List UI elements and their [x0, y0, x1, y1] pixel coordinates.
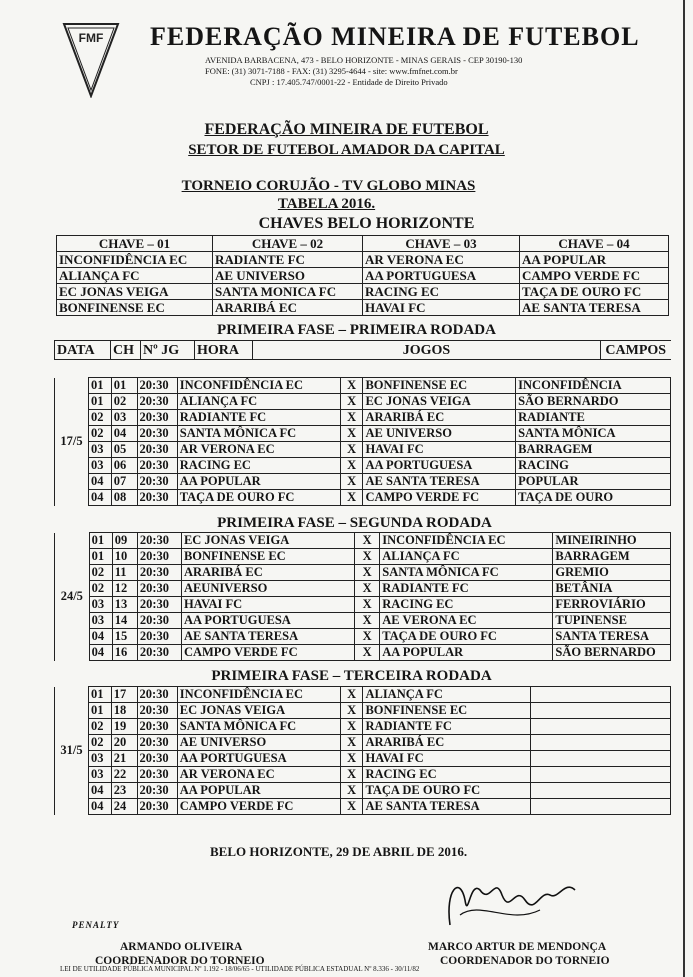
game-row	[55, 735, 671, 751]
home-team-cell: AA POPULAR	[177, 783, 340, 799]
game-number-cell: 17	[111, 687, 137, 703]
group-cell: 01	[89, 378, 112, 394]
round-date: 17/5	[55, 378, 89, 506]
home-team-cell: ARARIBÁ EC	[181, 565, 354, 581]
away-team-cell: ALIANÇA FC	[380, 549, 553, 565]
versus-cell: X	[340, 442, 363, 458]
versus-cell: X	[355, 645, 380, 661]
time-cell: 20:30	[137, 783, 177, 799]
field-cell: SÃO BERNARDO	[553, 645, 671, 661]
team-cell: AE SANTA TERESA	[520, 300, 669, 316]
col-date: DATA	[55, 341, 111, 360]
game-number-cell: 08	[111, 490, 137, 506]
field-cell	[530, 703, 670, 719]
time-cell: 20:30	[137, 490, 177, 506]
groups-table	[56, 235, 669, 316]
game-row	[55, 783, 671, 799]
logo-text: FMF	[78, 31, 104, 45]
game-row	[55, 442, 671, 458]
left-signer-role: COORDENADOR DO TORNEIO	[95, 955, 265, 967]
versus-cell: X	[340, 703, 363, 719]
tournament-title: TORNEIO CORUJÃO - TV GLOBO MINAS	[181, 178, 476, 194]
round-3-table	[54, 686, 671, 815]
col-games: JOGOS	[253, 341, 601, 360]
game-number-cell: 02	[111, 394, 137, 410]
away-team-cell: HAVAI FC	[363, 751, 530, 767]
home-team-cell: ALIANÇA FC	[177, 394, 340, 410]
home-team-cell: AR VERONA EC	[177, 442, 340, 458]
group-cell: 01	[89, 703, 112, 719]
field-cell	[530, 751, 670, 767]
home-team-cell: RACING EC	[177, 458, 340, 474]
group-cell: 04	[89, 645, 112, 661]
versus-cell: X	[340, 426, 363, 442]
phone-line: FONE: (31) 3071-7188 - FAX: (31) 3295-4644 - site: www.fmfnet.com.br	[205, 66, 458, 76]
group-cell: 03	[89, 458, 112, 474]
group-cell: 01	[89, 687, 112, 703]
group-cell: 03	[89, 751, 112, 767]
versus-cell: X	[340, 735, 363, 751]
away-team-cell: RADIANTE FC	[380, 581, 553, 597]
game-number-cell: 15	[112, 629, 137, 645]
group-cell: 04	[89, 474, 112, 490]
group-header: CHAVE – 02	[213, 236, 363, 252]
versus-cell: X	[355, 629, 380, 645]
group-cell: 02	[89, 410, 112, 426]
game-row	[55, 410, 671, 426]
group-cell: 04	[89, 629, 112, 645]
game-row	[55, 687, 671, 703]
doc-title: FEDERAÇÃO MINEIRA DE FUTEBOL	[204, 121, 489, 138]
group-cell: 03	[89, 442, 112, 458]
game-number-cell: 13	[112, 597, 137, 613]
game-number-cell: 16	[112, 645, 137, 661]
home-team-cell: RADIANTE FC	[177, 410, 340, 426]
away-team-cell: BONFINENSE EC	[363, 703, 530, 719]
field-cell: BARRAGEM	[553, 549, 671, 565]
field-cell: RADIANTE	[516, 410, 671, 426]
game-row	[55, 565, 671, 581]
home-team-cell: INCONFIDÊNCIA EC	[177, 378, 340, 394]
time-cell: 20:30	[137, 751, 177, 767]
game-row	[55, 394, 671, 410]
field-cell: SANTA TERESA	[553, 629, 671, 645]
fixtures-header	[54, 340, 671, 360]
time-cell: 20:30	[137, 533, 181, 549]
game-number-cell: 24	[111, 799, 137, 815]
field-cell: TUPINENSE	[553, 613, 671, 629]
versus-cell: X	[340, 474, 363, 490]
time-cell: 20:30	[137, 645, 181, 661]
away-team-cell: INCONFIDÊNCIA EC	[380, 533, 553, 549]
home-team-cell: SANTA MÔNICA FC	[177, 426, 340, 442]
time-cell: 20:30	[137, 474, 177, 490]
field-cell: SANTA MÔNICA	[516, 426, 671, 442]
org-name: FEDERAÇÃO MINEIRA DE FUTEBOL	[150, 22, 640, 51]
left-signer-name: ARMANDO OLIVEIRA	[120, 941, 243, 953]
game-number-cell: 01	[111, 378, 137, 394]
game-row	[55, 799, 671, 815]
sponsor-logo: PENALTY	[72, 920, 120, 930]
team-cell: AA POPULAR	[520, 252, 669, 268]
round-2-table	[54, 532, 671, 661]
round-title: PRIMEIRA FASE – TERCEIRA RODADA	[211, 668, 492, 684]
game-row	[55, 549, 671, 565]
game-number-cell: 21	[111, 751, 137, 767]
away-team-cell: RACING EC	[380, 597, 553, 613]
time-cell: 20:30	[137, 703, 177, 719]
group-cell: 01	[89, 394, 112, 410]
team-cell: HAVAI FC	[363, 300, 520, 316]
field-cell	[530, 767, 670, 783]
round-title: PRIMEIRA FASE – PRIMEIRA RODADA	[217, 322, 496, 338]
group-header: CHAVE – 01	[57, 236, 213, 252]
away-team-cell: CAMPO VERDE FC	[363, 490, 516, 506]
game-row	[55, 629, 671, 645]
game-number-cell: 20	[111, 735, 137, 751]
group-cell: 02	[89, 719, 112, 735]
group-cell: 01	[89, 549, 112, 565]
field-cell: POPULAR	[516, 474, 671, 490]
game-row	[55, 767, 671, 783]
game-row	[55, 597, 671, 613]
time-cell: 20:30	[137, 799, 177, 815]
groups-row	[57, 300, 669, 316]
team-cell: AR VERONA EC	[363, 252, 520, 268]
group-cell: 02	[89, 426, 112, 442]
versus-cell: X	[340, 394, 363, 410]
group-cell: 04	[89, 799, 112, 815]
home-team-cell: AA POPULAR	[177, 474, 340, 490]
col-game-number: Nº JG	[141, 341, 195, 360]
versus-cell: X	[340, 767, 363, 783]
home-team-cell: CAMPO VERDE FC	[181, 645, 354, 661]
away-team-cell: AA POPULAR	[380, 645, 553, 661]
time-cell: 20:30	[137, 458, 177, 474]
versus-cell: X	[340, 490, 363, 506]
team-cell: ARARIBÁ EC	[213, 300, 363, 316]
date-place: BELO HORIZONTE, 29 DE ABRIL DE 2016.	[210, 844, 468, 859]
team-cell: INCONFIDÊNCIA EC	[57, 252, 213, 268]
time-cell: 20:30	[137, 378, 177, 394]
team-cell: SANTA MONICA FC	[213, 284, 363, 300]
field-cell: BETÂNIA	[553, 581, 671, 597]
group-cell: 04	[89, 490, 112, 506]
right-signer-name: MARCO ARTUR DE MENDONÇA	[428, 941, 607, 953]
team-cell: CAMPO VERDE FC	[520, 268, 669, 284]
game-number-cell: 04	[111, 426, 137, 442]
game-number-cell: 06	[111, 458, 137, 474]
versus-cell: X	[355, 549, 380, 565]
game-row	[55, 458, 671, 474]
group-cell: 03	[89, 767, 112, 783]
game-row	[55, 703, 671, 719]
away-team-cell: RACING EC	[363, 767, 530, 783]
game-number-cell: 05	[111, 442, 137, 458]
field-cell: INCONFIDÊNCIA	[516, 378, 671, 394]
home-team-cell: AA PORTUGUESA	[181, 613, 354, 629]
home-team-cell: AE UNIVERSO	[177, 735, 340, 751]
group-cell: 02	[89, 565, 112, 581]
home-team-cell: AE SANTA TERESA	[181, 629, 354, 645]
versus-cell: X	[340, 378, 363, 394]
game-row	[55, 533, 671, 549]
home-team-cell: SANTA MÔNICA FC	[177, 719, 340, 735]
home-team-cell: AR VERONA EC	[177, 767, 340, 783]
time-cell: 20:30	[137, 597, 181, 613]
field-cell: FERROVIÁRIO	[553, 597, 671, 613]
game-number-cell: 03	[111, 410, 137, 426]
game-number-cell: 12	[112, 581, 137, 597]
away-team-cell: EC JONAS VEIGA	[363, 394, 516, 410]
group-cell: 02	[89, 581, 112, 597]
away-team-cell: BONFINENSE EC	[363, 378, 516, 394]
time-cell: 20:30	[137, 581, 181, 597]
away-team-cell: ARARIBÁ EC	[363, 410, 516, 426]
round-title: PRIMEIRA FASE – SEGUNDA RODADA	[217, 515, 492, 531]
game-number-cell: 07	[111, 474, 137, 490]
versus-cell: X	[340, 719, 363, 735]
field-cell	[530, 799, 670, 815]
round-date: 24/5	[55, 533, 90, 661]
game-number-cell: 14	[112, 613, 137, 629]
col-fields: CAMPOS	[601, 341, 671, 360]
signature-image	[440, 870, 590, 940]
game-number-cell: 19	[111, 719, 137, 735]
time-cell: 20:30	[137, 629, 181, 645]
away-team-cell: TAÇA DE OURO FC	[380, 629, 553, 645]
game-row	[55, 645, 671, 661]
time-cell: 20:30	[137, 565, 181, 581]
field-cell	[530, 783, 670, 799]
group-cell: 04	[89, 783, 112, 799]
team-cell: RACING EC	[363, 284, 520, 300]
versus-cell: X	[340, 458, 363, 474]
game-row	[55, 581, 671, 597]
versus-cell: X	[340, 783, 363, 799]
groups-title: CHAVES BELO HORIZONTE	[258, 215, 475, 232]
game-row	[55, 751, 671, 767]
away-team-cell: AE VERONA EC	[380, 613, 553, 629]
field-cell: RACING	[516, 458, 671, 474]
versus-cell: X	[340, 799, 363, 815]
group-header: CHAVE – 03	[363, 236, 520, 252]
fmf-logo	[62, 20, 120, 98]
away-team-cell: SANTA MÔNICA FC	[380, 565, 553, 581]
time-cell: 20:30	[137, 687, 177, 703]
group-cell: 03	[89, 597, 112, 613]
game-number-cell: 11	[112, 565, 137, 581]
versus-cell: X	[340, 687, 363, 703]
footer-law: LEI DE UTILIDADE PÚBLICA MUNICIPAL Nº 1.192 - 18/06/65 - UTILIDADE PÚBLICA ESTADUAL Nº 8.336 - 30/11/82	[60, 965, 420, 973]
home-team-cell: TAÇA DE OURO FC	[177, 490, 340, 506]
groups-row	[57, 252, 669, 268]
field-cell: BARRAGEM	[516, 442, 671, 458]
versus-cell: X	[355, 565, 380, 581]
team-cell: AA PORTUGUESA	[363, 268, 520, 284]
field-cell	[530, 719, 670, 735]
game-row	[55, 719, 671, 735]
field-cell: GREMIO	[553, 565, 671, 581]
groups-row	[57, 284, 669, 300]
home-team-cell: EC JONAS VEIGA	[177, 703, 340, 719]
time-cell: 20:30	[137, 394, 177, 410]
away-team-cell: AA PORTUGUESA	[363, 458, 516, 474]
versus-cell: X	[355, 597, 380, 613]
field-cell: MINEIRINHO	[553, 533, 671, 549]
address-line: AVENIDA BARBACENA, 473 - BELO HORIZONTE - MINAS GERAIS - CEP 30190-130	[205, 55, 523, 65]
right-signer-role: COORDENADOR DO TORNEIO	[440, 955, 610, 967]
away-team-cell: ALIANÇA FC	[363, 687, 530, 703]
group-cell: 03	[89, 613, 112, 629]
groups-row	[57, 268, 669, 284]
home-team-cell: HAVAI FC	[181, 597, 354, 613]
groups-header-row	[57, 236, 669, 252]
time-cell: 20:30	[137, 426, 177, 442]
versus-cell: X	[355, 613, 380, 629]
home-team-cell: AA PORTUGUESA	[177, 751, 340, 767]
home-team-cell: AEUNIVERSO	[181, 581, 354, 597]
game-row	[55, 426, 671, 442]
home-team-cell: INCONFIDÊNCIA EC	[177, 687, 340, 703]
versus-cell: X	[340, 751, 363, 767]
game-number-cell: 22	[111, 767, 137, 783]
team-cell: AE UNIVERSO	[213, 268, 363, 284]
time-cell: 20:30	[137, 613, 181, 629]
team-cell: RADIANTE FC	[213, 252, 363, 268]
field-cell: SÃO BERNARDO	[516, 394, 671, 410]
doc-subtitle: SETOR DE FUTEBOL AMADOR DA CAPITAL	[188, 142, 505, 158]
away-team-cell: AE SANTA TERESA	[363, 474, 516, 490]
game-number-cell: 18	[111, 703, 137, 719]
away-team-cell: AE SANTA TERESA	[363, 799, 530, 815]
field-cell	[530, 735, 670, 751]
away-team-cell: ARARIBÁ EC	[363, 735, 530, 751]
col-ch: CH	[111, 341, 141, 360]
versus-cell: X	[355, 581, 380, 597]
game-number-cell: 10	[112, 549, 137, 565]
time-cell: 20:30	[137, 549, 181, 565]
time-cell: 20:30	[137, 735, 177, 751]
home-team-cell: EC JONAS VEIGA	[181, 533, 354, 549]
team-cell: BONFINENSE EC	[57, 300, 213, 316]
game-row	[55, 474, 671, 490]
table-year: TABELA 2016.	[277, 196, 376, 212]
time-cell: 20:30	[137, 719, 177, 735]
time-cell: 20:30	[137, 410, 177, 426]
field-cell	[530, 687, 670, 703]
group-header: CHAVE – 04	[520, 236, 669, 252]
group-cell: 02	[89, 735, 112, 751]
team-cell: EC JONAS VEIGA	[57, 284, 213, 300]
time-cell: 20:30	[137, 442, 177, 458]
game-row	[55, 613, 671, 629]
group-cell: 01	[89, 533, 112, 549]
cnpj-line: CNPJ : 17.405.747/0001-22 - Entidade de Direito Privado	[250, 77, 448, 87]
game-row	[55, 378, 671, 394]
game-number-cell: 09	[112, 533, 137, 549]
game-row	[55, 490, 671, 506]
away-team-cell: RADIANTE FC	[363, 719, 530, 735]
round-1-table	[54, 377, 671, 506]
field-cell: TAÇA DE OURO	[516, 490, 671, 506]
away-team-cell: AE UNIVERSO	[363, 426, 516, 442]
versus-cell: X	[355, 533, 380, 549]
versus-cell: X	[340, 410, 363, 426]
col-time: HORA	[195, 341, 253, 360]
team-cell: TAÇA DE OURO FC	[520, 284, 669, 300]
team-cell: ALIANÇA FC	[57, 268, 213, 284]
home-team-cell: BONFINENSE EC	[181, 549, 354, 565]
away-team-cell: TAÇA DE OURO FC	[363, 783, 530, 799]
game-number-cell: 23	[111, 783, 137, 799]
home-team-cell: CAMPO VERDE FC	[177, 799, 340, 815]
round-date: 31/5	[55, 687, 89, 815]
away-team-cell: HAVAI FC	[363, 442, 516, 458]
time-cell: 20:30	[137, 767, 177, 783]
